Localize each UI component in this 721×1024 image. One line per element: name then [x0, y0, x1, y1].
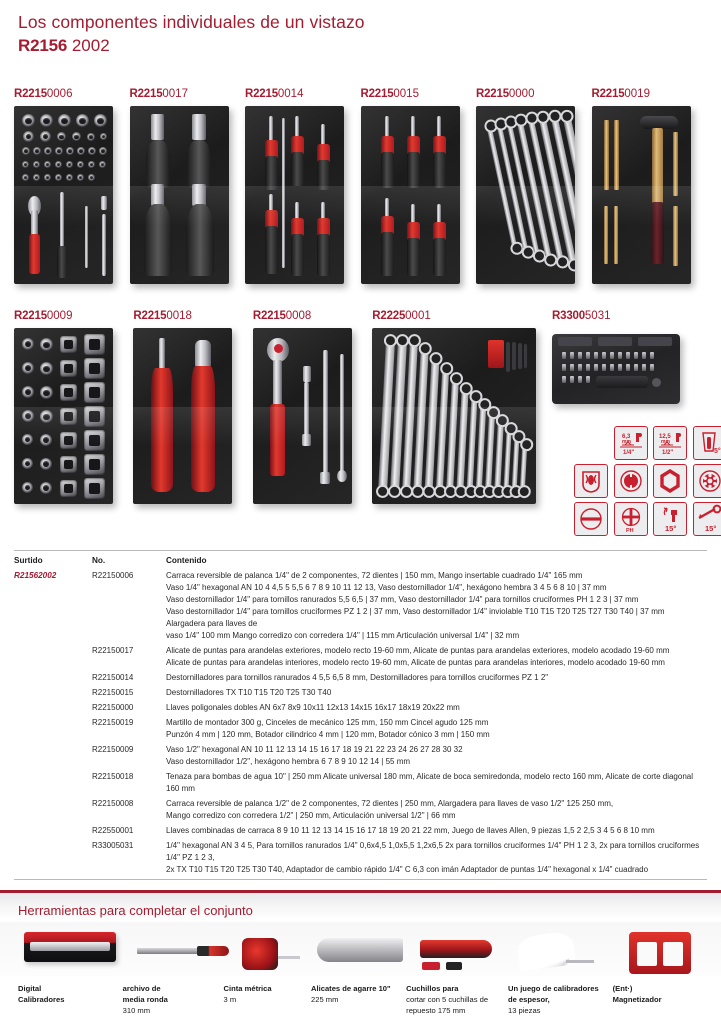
table-row[interactable]	[14, 700, 707, 715]
module-r22150017[interactable]	[130, 88, 246, 284]
module-r22150018[interactable]	[133, 310, 252, 536]
table-header-no: No.	[92, 556, 106, 566]
module-code-r22150008: R22150008	[252, 310, 312, 323]
accessory-label-locking-pliers	[311, 984, 406, 1016]
module-code-r33005031: R33005031	[552, 310, 611, 323]
tray-image-r22150014	[245, 106, 344, 284]
table-row[interactable]	[14, 685, 707, 700]
table-row[interactable]	[14, 796, 707, 823]
label-line-3: repuesto 175 mm	[406, 1005, 466, 1015]
slotted-screw-icon	[574, 502, 608, 536]
module-code-r22150009: R22150009	[14, 310, 73, 323]
module-code-r22150000: R22150000	[476, 88, 535, 101]
anti-slip-grip-icon	[574, 464, 608, 498]
module-code-r22150015: R22150015	[360, 88, 419, 101]
item-number: R22150015	[92, 687, 134, 697]
accessory-label-measuring-tape	[224, 984, 312, 1016]
label-line-2: cortar con 5 cuchillas de	[406, 995, 489, 1005]
item-number: R22150017	[92, 645, 134, 655]
content-line: Vaso destornillador 1/4" para tornillos ranurados 5,5 6,5 | 37 mm, Vaso destornillador 1/4" para tornillos cruciformes PH 1 2 3 | 37 mm	[166, 594, 639, 604]
content-line: Llaves poligonales dobles AN 6x7 8x9 10x11 12x13 14x15 16x17 18x19 20x22 mm	[166, 702, 460, 712]
table-row[interactable]	[14, 670, 707, 685]
accessory-label-feeler-gauge	[508, 984, 613, 1016]
tray-image-r22150006	[14, 106, 113, 284]
label-line-1: (Ent·)	[612, 984, 633, 994]
content-line: 2x TX T10 T15 T20 T25 T30 T40, Adaptador de cambio rápido 1/4" C 6,3 con imán Adaptador de puntas 1/4" hexagonal x 1/4" cuadrado	[166, 864, 649, 874]
item-number: R33005031	[92, 840, 134, 850]
hex-outline-profile-icon	[653, 464, 687, 498]
content-table	[14, 551, 707, 877]
label-line-1: Digital	[18, 984, 42, 994]
accessories-labels-row	[0, 984, 721, 1016]
accessories-section	[0, 893, 721, 918]
magnetizer-image	[613, 922, 703, 976]
tray-image-r22150017	[130, 106, 229, 284]
page-header	[0, 0, 721, 56]
table-header-contenido: Contenido	[166, 556, 207, 566]
tray-image-r22150009	[14, 328, 113, 504]
accessory-feeler-gauge[interactable]	[508, 922, 613, 976]
label-line-3: 310 mm	[122, 1005, 151, 1015]
item-contents	[166, 796, 707, 823]
content-line: Llaves combinadas de carraca 8 9 10 11 12 13 14 15 16 17 18 19 20 21 22 mm, Juego de llaves Allen, 9 piezas 1,5 2 2,5 3 4 5 6 8 10 mm	[166, 825, 655, 835]
module-code-r22150006: R22150006	[14, 88, 73, 101]
module-r33005031[interactable]	[547, 310, 721, 536]
svg-text:1/4": 1/4"	[622, 450, 634, 457]
tray-image-r22150018	[133, 328, 232, 504]
module-r22150000[interactable]	[476, 88, 592, 284]
label-line-1: Cuchillos para	[406, 984, 459, 994]
item-contents	[166, 715, 707, 742]
label-line-1: Un juego de calibradores	[507, 984, 599, 994]
module-r22150009[interactable]	[14, 310, 133, 536]
module-row-2	[0, 310, 721, 536]
label-line-1: Alicates de agarre 10"	[311, 984, 391, 994]
utility-knife-image	[406, 922, 508, 976]
set-code: R2156	[18, 35, 68, 55]
item-number: R22550001	[92, 825, 134, 835]
label-line-2: 3 m	[223, 995, 237, 1005]
set-year: 2002	[71, 35, 110, 55]
content-line: Destornilladores para tornillos ranurados 4 5,5 6,5 8 mm, Destornilladores para tornillos cruciformes PZ 1 2"	[166, 672, 549, 682]
svg-text:15°: 15°	[704, 524, 716, 534]
item-number: R22150009	[92, 744, 134, 754]
item-number: R22150019	[92, 717, 134, 727]
tray-image-r22250001	[372, 328, 536, 504]
item-number: R22150008	[92, 798, 134, 808]
content-line: Punzón 4 mm | 120 mm, Botador cilindrico 4 mm | 120 mm, Botador cónico 3 mm | 150 mm	[166, 729, 490, 739]
label-line-2: media ronda	[122, 995, 168, 1005]
badge-spacer	[574, 426, 608, 460]
hex-6-3mm-quarter-inch-icon	[614, 426, 648, 460]
accessory-utility-knife[interactable]	[406, 922, 508, 976]
table-body	[14, 568, 707, 877]
label-line-1: archivo de	[122, 984, 161, 994]
label-line-2: Magnetizador	[612, 995, 662, 1005]
tray-image-r33005031	[552, 334, 680, 404]
ratchet-15-degree-icon	[653, 502, 687, 536]
table-header-row	[14, 551, 707, 568]
svg-text:PH: PH	[625, 528, 634, 535]
digital-caliper-image	[18, 922, 123, 976]
table-row[interactable]	[14, 715, 707, 742]
accessory-label-utility-knife	[406, 984, 508, 1016]
content-line: Alicate de puntas para arandelas exteriores, modelo recto 19-60 mm, Alicate de puntas para arandelas exteriores, modelo acodado 19-60 mm	[166, 645, 670, 655]
tray-image-r22150015	[361, 106, 460, 284]
module-r22150008[interactable]	[253, 310, 372, 536]
feature-badges	[574, 426, 721, 536]
filled-hex-profile-icon	[614, 464, 648, 498]
svg-text:6,3: 6,3	[621, 434, 630, 441]
module-code-r22150019: R22150019	[591, 88, 650, 101]
measuring-tape-image	[224, 922, 312, 976]
table-row[interactable]	[14, 769, 707, 796]
label-line-2: 225 mm	[311, 995, 339, 1005]
content-line: Alicate de puntas para arandelas interiores, modelo recto 19-60 mm, Alicate de puntas para arandelas interiores, modelo acodado 19-60 mm	[166, 657, 665, 667]
content-line: Destornilladores TX T10 T15 T20 T25 T30 T40	[166, 687, 332, 697]
content-line: Vaso destornillador 1/2", hexágono hembra 6 7 8 9 10 12 14 | 55 mm	[166, 756, 411, 766]
content-line: 1/4" hexagonal AN 3 4 5, Para tornillos ranurados 1/4" 0,6x4,5 1,0x5,5 1,2x6,5 2x para tornillos cruciformes 1/4" PH 1 2 3, 2x para tornillos cruciformes 1/4" PZ 1 2 3,	[166, 840, 700, 862]
accessory-label-digital-caliper	[18, 984, 123, 1016]
table-row[interactable]	[14, 838, 707, 877]
svg-text:15°: 15°	[665, 524, 677, 534]
module-grid	[0, 88, 721, 536]
svg-text:5°: 5°	[713, 448, 721, 456]
item-number: R22150006	[92, 570, 134, 580]
item-contents	[166, 670, 707, 685]
tray-image-r22150000	[476, 106, 575, 284]
accessory-half-round-file[interactable]	[123, 922, 224, 976]
locking-pliers-image	[311, 922, 406, 976]
tray-image-r22150008	[253, 328, 352, 504]
accessory-label-magnetizer	[613, 984, 703, 1016]
module-row-1	[0, 88, 721, 284]
page-title: Los componentes individuales de un vistazo	[18, 12, 365, 32]
item-contents	[166, 643, 707, 670]
table-header-surtido: Surtido	[14, 556, 43, 566]
content-line: vaso 1/4" 100 mm Mango corredizo con corredera 1/4" | 115 mm Articulación universal 1/4" | 32 mm	[166, 630, 520, 640]
table-bottom-rule	[14, 879, 707, 880]
accessory-measuring-tape[interactable]	[224, 922, 312, 976]
module-r22150006[interactable]	[14, 88, 130, 284]
table-row[interactable]	[14, 742, 707, 769]
module-code-r22150017: R22150017	[129, 88, 188, 101]
content-line: Carraca reversible de palanca 1/2" de 2 componentes, 72 dientes | 250 mm, Alargadera para llaves de vaso 1/2" 125 250 mm,	[166, 798, 614, 808]
module-r22150014[interactable]	[245, 88, 361, 284]
svg-text:mm: mm	[621, 439, 631, 446]
table-row[interactable]	[14, 823, 707, 838]
accessory-magnetizer[interactable]	[613, 922, 703, 976]
module-code-r22150014: R22150014	[245, 88, 304, 101]
item-contents	[166, 742, 707, 769]
content-line: Vaso 1/2" hexagonal AN 10 11 12 13 14 15 16 17 18 19 21 22 23 24 26 27 28 30 32	[166, 744, 463, 754]
content-line: Tenaza para bombas de agua 10" | 250 mm Alicate universal 180 mm, Alicate de boca semiredonda, modelo recto 160 mm, Alicate de corte diagonal 160 mm	[166, 771, 693, 793]
item-number: R22150000	[92, 702, 134, 712]
accessory-locking-pliers[interactable]	[311, 922, 406, 976]
svg-text:1/2": 1/2"	[662, 450, 674, 457]
content-line: Vaso 1/4" hexagonal AN 10 4 4,5 5 5,5 6 7 8 9 10 11 12 13, Vaso destornillador 1/4", hexágono hembra 3 4 5 6 8 10 | 37 mm	[166, 582, 607, 592]
item-number: R22150018	[92, 771, 134, 781]
item-contents	[166, 769, 707, 796]
item-contents	[166, 700, 707, 715]
socket-5-degree-icon	[693, 426, 721, 460]
content-line: Vaso destornillador 1/4" para tornillos cruciformes PZ 1 2 | 37 mm, Vaso destornillador 1/4" inviolable T10 T15 T20 T25 T27 T30 T40 | 37 mm Alargadera para llaves de	[166, 606, 665, 628]
table-row[interactable]	[14, 568, 707, 643]
item-number: R22150014	[92, 672, 134, 682]
label-line-1: Cinta métrica	[223, 984, 272, 994]
accessory-label-half-round-file	[123, 984, 224, 1016]
module-code-r22250001: R22250001	[372, 310, 431, 323]
torx-profile-icon	[693, 464, 721, 498]
module-r22250001[interactable]	[372, 310, 547, 536]
surtido-code: R21562002	[14, 570, 57, 580]
label-line-2: de espesor,	[507, 995, 550, 1005]
half-round-file-image	[123, 922, 224, 976]
table-row[interactable]	[14, 643, 707, 670]
item-contents	[166, 568, 707, 643]
item-contents	[166, 685, 707, 700]
svg-text:12,5: 12,5	[659, 434, 671, 441]
feeler-gauge-image	[508, 922, 613, 976]
content-line: Martillo de montador 300 g, Cinceles de mecánico 125 mm, 150 mm Cincel agudo 125 mm	[166, 717, 489, 727]
set-code-line	[18, 36, 703, 56]
accessories-title: Herramientas para completar el conjunto	[18, 903, 253, 919]
spanner-15-degree-icon	[693, 502, 721, 536]
label-line-3: 13 piezas	[507, 1005, 541, 1015]
content-line: Carraca reversible de palanca 1/4" de 2 componentes, 72 dientes | 150 mm, Mango insertable cuadrado 1/4" 165 mm	[166, 570, 583, 580]
content-table-wrap	[0, 550, 721, 880]
module-r22150015[interactable]	[361, 88, 477, 284]
content-line: Mango corredizo con corredera 1/2" | 250 mm, Articulación universal 1/2" | 66 mm	[166, 810, 456, 820]
accessories-images-row	[0, 922, 721, 976]
module-code-r22150018: R22150018	[133, 310, 192, 323]
item-contents	[166, 823, 707, 838]
hex-12-5mm-half-inch-icon	[653, 426, 687, 460]
phillips-screw-icon	[614, 502, 648, 536]
item-contents	[166, 838, 707, 877]
accessory-digital-caliper[interactable]	[18, 922, 123, 976]
tray-image-r22150019	[592, 106, 691, 284]
svg-text:mm: mm	[661, 439, 670, 446]
module-r22150019[interactable]	[592, 88, 708, 284]
label-line-2: Calibradores	[18, 995, 65, 1005]
